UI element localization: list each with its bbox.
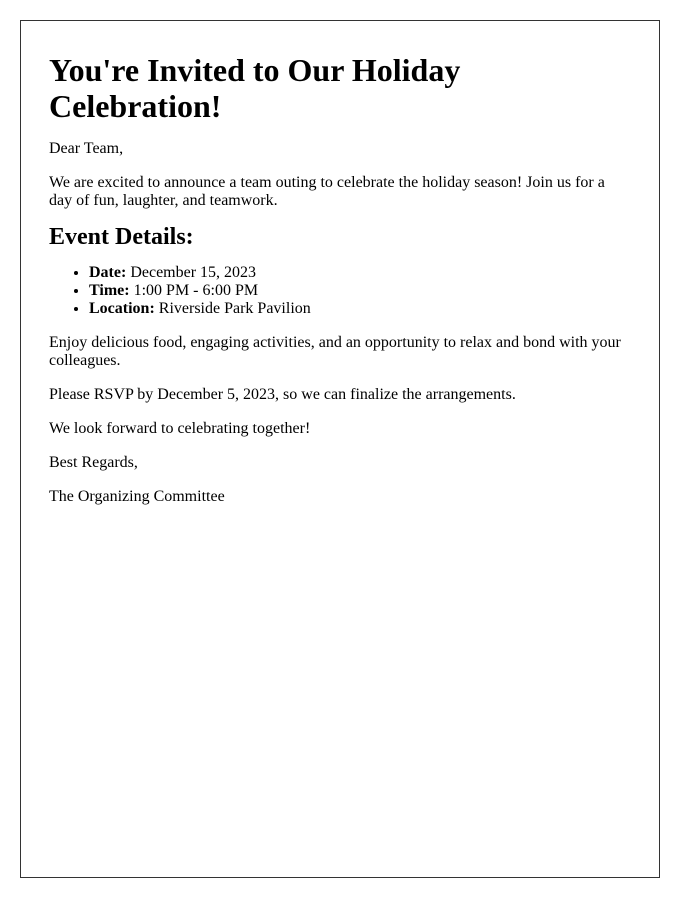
intro-paragraph: We are excited to announce a team outing to celebrate the holiday season! Join us for a day of fun, laughter, and teamwork.: [49, 174, 605, 209]
detail-value: 1:00 PM - 6:00 PM: [133, 282, 259, 299]
detail-item-location: [89, 300, 631, 318]
signature: The Organizing Committee: [49, 488, 225, 505]
activities-paragraph: Enjoy delicious food, engaging activities, and an opportunity to relax and bond with your colleagues.: [49, 334, 621, 369]
page-title: You're Invited to Our Holiday Celebration!: [49, 52, 461, 124]
event-details-heading: Event Details:: [49, 224, 194, 250]
detail-item-date: [89, 264, 631, 282]
detail-label: Time:: [89, 282, 130, 299]
detail-value: Riverside Park Pavilion: [158, 300, 311, 317]
detail-value: December 15, 2023: [130, 264, 257, 281]
rsvp-paragraph: Please RSVP by December 5, 2023, so we can finalize the arrangements.: [49, 386, 516, 403]
detail-label: Location:: [89, 300, 155, 317]
detail-item-time: [89, 282, 631, 300]
closing-line: We look forward to celebrating together!: [49, 420, 311, 437]
greeting: Dear Team,: [49, 140, 124, 157]
sign-off: Best Regards,: [49, 454, 138, 471]
event-details-list: [49, 264, 631, 318]
detail-label: Date:: [89, 264, 127, 281]
invitation-letter: [20, 20, 660, 878]
